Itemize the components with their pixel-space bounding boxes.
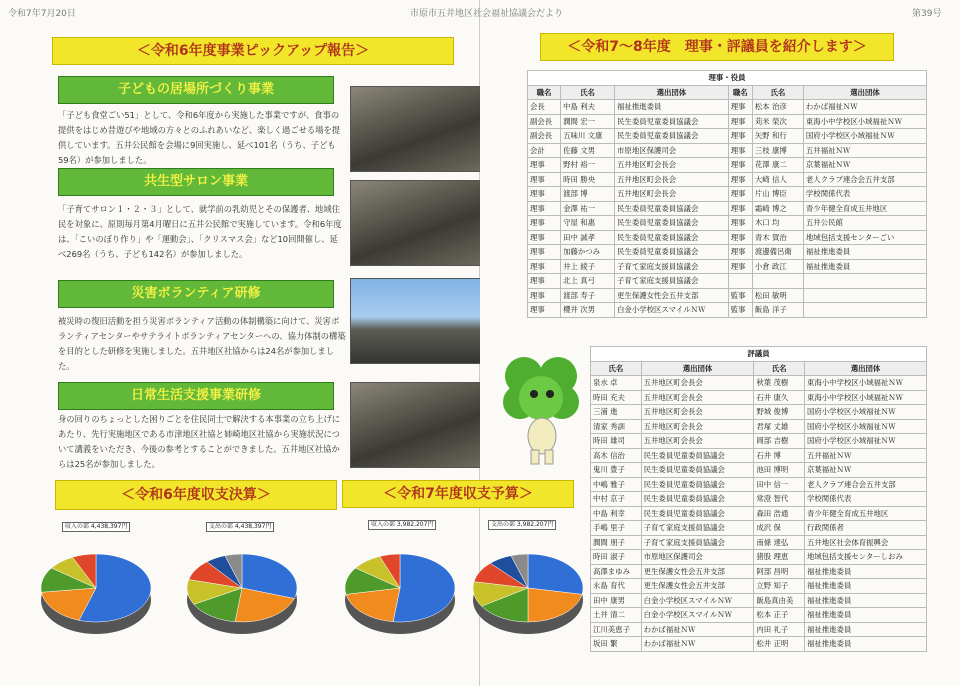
table-row [528, 274, 927, 289]
table-cell: 三浦 進 [591, 405, 642, 420]
section-title: 災害ボランティア研修 [58, 280, 334, 308]
settlement-income-pie [36, 540, 166, 650]
table-cell: 松井 正明 [754, 637, 805, 652]
table-cell: 永島 育代 [591, 579, 642, 594]
table-cell: 東海小中学校区小域福祉ＮＷ [803, 114, 926, 129]
table-cell: 花澤 康二 [752, 158, 803, 173]
table-cell: 理事 [728, 259, 752, 274]
table-cell: 田中 信一 [754, 477, 805, 492]
table-cell: 副会長 [528, 129, 561, 144]
table-row [528, 114, 927, 129]
table-cell: 泉水 卓 [591, 376, 642, 391]
table-cell: 五井地区町会長会 [615, 172, 729, 187]
column-header: 氏名 [561, 85, 615, 100]
column-header: 選出団体 [804, 361, 926, 376]
table-cell: 会計 [528, 143, 561, 158]
table-cell: 松本 正子 [754, 608, 805, 623]
table-cell: 飯島真由美 [754, 593, 805, 608]
budget-banner: ＜令和7年度収支予算＞ [342, 480, 574, 508]
table-cell: 市原地区保護司会 [615, 143, 729, 158]
section-text: 「子育てサロン１・２・３」として、就学前の乳幼児とその保護者、地域住民を対象に、原則毎月第4月曜日に五井公民館で実施しています。令和6年度は、「こいのぼり作り」や「運動会」、「クリスマス会」など10回開催し、延べ269名（うち、子ども142名）が参加しました。 [58, 204, 342, 259]
budget-expense-pie [468, 540, 588, 650]
table-cell [803, 303, 926, 318]
table-cell: 民生委員児童委員協議会 [641, 448, 754, 463]
photo-salon [350, 180, 483, 266]
table-cell: 飯島 洋子 [752, 303, 803, 318]
table-cell: 福祉推進委員 [804, 564, 926, 579]
table-cell: 理事 [728, 158, 752, 173]
expense-label: 支出の部 4,438,397円 [206, 522, 274, 532]
income-label: 収入の部 4,438,397円 [62, 522, 130, 532]
board-table [527, 70, 927, 318]
table-cell: 阿部 昌明 [754, 564, 805, 579]
table-cell: 石井 博 [754, 448, 805, 463]
table-cell: 国府小学校区小域福祉ＮＷ [804, 419, 926, 434]
column-header: 選出団体 [641, 361, 754, 376]
issue-date: 令和7年7月20日 [8, 9, 76, 19]
table-row [591, 535, 927, 550]
right-page [371, 0, 960, 686]
table-cell: 理事 [728, 129, 752, 144]
table-cell: 守屋 和惠 [561, 216, 615, 231]
table-cell: 金澤 祐一 [561, 201, 615, 216]
table-cell: 民生委員児童委員協議会 [615, 216, 729, 231]
column-header: 氏名 [754, 361, 805, 376]
table-cell: 民生委員児童委員協議会 [615, 230, 729, 245]
table-row [591, 477, 927, 492]
clover-mascot-icon [498, 350, 584, 468]
table-cell: 民生委員児童委員協議会 [641, 492, 754, 507]
council-title: 評議員 [591, 347, 927, 362]
table-cell: 老人クラブ連合会五井支部 [803, 172, 926, 187]
table-cell: 池田 博明 [754, 463, 805, 478]
pickup-banner: ＜令和6年度事業ピックアップ報告＞ [52, 37, 454, 65]
table-cell: 学校関係代表 [803, 187, 926, 202]
table-cell: 井上 綾子 [561, 259, 615, 274]
council-table [590, 346, 927, 652]
table-cell: 理事 [528, 216, 561, 231]
table-cell: 時田 勝央 [561, 172, 615, 187]
table-cell: 子育て家庭支援員協議会 [615, 259, 729, 274]
table-cell: 五井福祉ＮＷ [803, 143, 926, 158]
budget-income-pie [340, 540, 460, 650]
budget-income-label: 収入の部 3,982,207円 [368, 520, 436, 530]
table-cell: 五味川 文康 [561, 129, 615, 144]
table-row [591, 564, 927, 579]
table-cell: 手嶋 里子 [591, 521, 642, 536]
table-cell: 霜崎 博之 [752, 201, 803, 216]
table-cell: 中島 利夫 [561, 100, 615, 115]
table-cell [803, 288, 926, 303]
table-cell: 理事 [728, 187, 752, 202]
table-cell: 地域包括支援センターごい [803, 230, 926, 245]
table-cell: 福祉推進委員 [803, 245, 926, 260]
table-row [591, 390, 927, 405]
section-title: 日常生活支援事業研修 [58, 382, 334, 410]
table-cell: 民生委員児童委員協議会 [641, 463, 754, 478]
table-cell: 白金小学校区スマイルＮＷ [641, 608, 754, 623]
table-cell: 岡部 吉樹 [754, 434, 805, 449]
table-cell: 理事 [528, 201, 561, 216]
table-row [528, 172, 927, 187]
table-cell: 理事 [528, 288, 561, 303]
table-cell: 京葉福祉ＮＷ [804, 463, 926, 478]
table-cell: 五井公民館 [803, 216, 926, 231]
column-header: 選出団体 [803, 85, 926, 100]
budget-expense-label: 支出の部 3,982,207円 [488, 520, 556, 530]
table-cell: 五井地区町会長会 [641, 434, 754, 449]
table-cell: 民生委員児童委員協議会 [615, 201, 729, 216]
table-cell: 更生保護女性会五井支部 [641, 564, 754, 579]
table-cell: 理事 [528, 187, 561, 202]
table-cell: 五井地区町会長会 [615, 158, 729, 173]
table-cell: 福祉推進委員 [803, 259, 926, 274]
table-cell: 理事 [728, 216, 752, 231]
table-cell: 渡邊備呂衛 [752, 245, 803, 260]
table-cell: わかば福祉ＮＷ [803, 100, 926, 115]
table-row [591, 521, 927, 536]
table-cell: 五井地区町会長会 [615, 187, 729, 202]
table-row [528, 288, 927, 303]
table-cell: 内田 礼子 [754, 622, 805, 637]
pie-slice [528, 554, 583, 594]
table-cell: 北上 真弓 [561, 274, 615, 289]
table-cell: 福祉推進委員 [804, 637, 926, 652]
table-cell: 常澄 智代 [754, 492, 805, 507]
table-cell: 松田 敏明 [752, 288, 803, 303]
table-cell: 潤間 朋子 [591, 535, 642, 550]
table-cell: 石井 康久 [754, 390, 805, 405]
table-row [591, 637, 927, 652]
table-cell: 更生保護女性会五井支部 [641, 579, 754, 594]
table-cell: 理事 [528, 259, 561, 274]
table-cell: 櫻井 次男 [561, 303, 615, 318]
section-text: 身の回りのちょっとした困りごとを住民同士で解決する本事業の立ち上げにあたり、先行実施地区である市津地区社協と姉崎地区社協から実施状況について講義をいただき、今後の参考とすることができました。五井地区社協からは25名が参加しました。 [58, 414, 341, 469]
table-cell: 時田 雄司 [591, 434, 642, 449]
table-cell: 子育て家庭支援員協議会 [641, 521, 754, 536]
table-cell: 木口 均 [752, 216, 803, 231]
table-row [591, 622, 927, 637]
table-cell: 白金小学校区スマイルＮＷ [641, 593, 754, 608]
column-header: 氏名 [752, 85, 803, 100]
table-cell: 監事 [728, 288, 752, 303]
table-cell: 潤間 宏一 [561, 114, 615, 129]
table-cell [728, 274, 752, 289]
table-cell: 中嶋 雅子 [591, 477, 642, 492]
table-cell: 監事 [728, 303, 752, 318]
table-cell: 青木 賀治 [752, 230, 803, 245]
table-cell: 理事 [528, 172, 561, 187]
table-cell: 中村 京子 [591, 492, 642, 507]
table-cell: 猪股 理恵 [754, 550, 805, 565]
photo-support-training [350, 382, 483, 468]
table-row [528, 230, 927, 245]
table-cell: 民生委員児童委員協議会 [615, 114, 729, 129]
table-row [528, 303, 927, 318]
table-cell: 三枝 康博 [752, 143, 803, 158]
table-cell: 大崎 信人 [752, 172, 803, 187]
table-cell: 白金小学校区スマイルＮＷ [615, 303, 729, 318]
publication-name: 市原市五井地区社会福祉協議会だより [410, 9, 564, 19]
section-text: 被災時の復旧活動を担う災害ボランティア活動の体制構築に向けて、災害ボランティアセンターやサテライトボランティアセンターへの、協力体制の構築を目的とした研修を実施しました。五井地区社協からは24名が参加しました。 [58, 316, 346, 371]
table-cell: 民生委員児童委員協議会 [641, 477, 754, 492]
table-cell: 東海小中学校区小域福祉ＮＷ [804, 390, 926, 405]
table-cell: 国府小学校区小域福祉ＮＷ [803, 129, 926, 144]
table-cell: 野城 俊博 [754, 405, 805, 420]
column-header: 氏名 [591, 361, 642, 376]
table-cell: 副会長 [528, 114, 561, 129]
table-cell: 坂田 繁 [591, 637, 642, 652]
table-cell: 五井地区町会長会 [641, 405, 754, 420]
table-row [591, 434, 927, 449]
table-cell: 田中 誠孝 [561, 230, 615, 245]
section-text: 「子ども食堂ごい51」として、令和6年度から実施した事業ですが、食事の提供をはじめ昔遊びや地域の方々とのふれあいなど、楽しく過ごせる場を提供しています。五井公民館を会場に9回実施し、延べ101名（うち、子ども59名）が参加しました。 [58, 110, 341, 165]
table-cell: 子育て家庭支援員協議会 [615, 274, 729, 289]
table-row [591, 492, 927, 507]
table-cell: 野村 裕一 [561, 158, 615, 173]
table-cell: 江川美恵子 [591, 622, 642, 637]
table-cell: 民生委員児童委員協議会 [615, 245, 729, 260]
photo-kids-cafeteria [350, 86, 483, 172]
table-cell: 清家 秀訓 [591, 419, 642, 434]
table-cell: 会長 [528, 100, 561, 115]
table-cell: 土井 清二 [591, 608, 642, 623]
table-cell: 時田 淑子 [591, 550, 642, 565]
table-cell: 南條 達弘 [754, 535, 805, 550]
table-cell: 君塚 丈雄 [754, 419, 805, 434]
table-cell: 理事 [528, 274, 561, 289]
table-cell: 青少年健全育成五井地区 [804, 506, 926, 521]
table-row [591, 419, 927, 434]
table-cell: 東海小中学校区小域福祉ＮＷ [804, 376, 926, 391]
table-row [528, 158, 927, 173]
table-cell: 福祉推進委員 [804, 593, 926, 608]
table-cell: 学校関係代表 [804, 492, 926, 507]
table-cell: 理事 [528, 158, 561, 173]
table-cell: 民生委員児童委員協議会 [615, 129, 729, 144]
section-title: 共生型サロン事業 [58, 168, 334, 196]
settlement-banner: ＜令和6年度収支決算＞ [55, 480, 337, 510]
table-cell: 中島 利幸 [591, 506, 642, 521]
section-title: 子どもの居場所づくり事業 [58, 76, 334, 104]
table-cell: 五井地区町会長会 [641, 419, 754, 434]
column-header: 職名 [728, 85, 752, 100]
table-cell: 国府小学校区小域福祉ＮＷ [804, 405, 926, 420]
table-cell: 子育て家庭支援員協議会 [641, 535, 754, 550]
table-cell: 京葉福祉ＮＷ [803, 158, 926, 173]
table-cell: 佐藤 文男 [561, 143, 615, 158]
table-cell: 鬼川 豊子 [591, 463, 642, 478]
table-cell: 理事 [528, 303, 561, 318]
table-row [591, 550, 927, 565]
table-cell: 青少年健全育成五井地区 [803, 201, 926, 216]
table-cell: 小倉 政江 [752, 259, 803, 274]
table-cell: 秋葉 茂樹 [754, 376, 805, 391]
table-cell: 更生保護女性会五井支部 [615, 288, 729, 303]
table-cell [752, 274, 803, 289]
table-cell: 五井地区社会体育振興会 [804, 535, 926, 550]
table-row [591, 448, 927, 463]
table-row [528, 216, 927, 231]
table-row [528, 100, 927, 115]
table-row [528, 187, 927, 202]
table-cell: 福祉推進委員 [804, 579, 926, 594]
photo-disaster-training [350, 278, 483, 364]
table-cell: 矢野 和行 [752, 129, 803, 144]
column-header: 選出団体 [615, 85, 729, 100]
table-row [528, 245, 927, 260]
table-cell: 理事 [528, 230, 561, 245]
issue-number: 第39号 [912, 9, 942, 19]
table-row [528, 129, 927, 144]
table-cell: 福祉推進委員 [804, 608, 926, 623]
table-cell: わかば福祉ＮＷ [641, 637, 754, 652]
table-row [528, 201, 927, 216]
table-cell: 市原地区保護司会 [641, 550, 754, 565]
table-cell: わかば福祉ＮＷ [641, 622, 754, 637]
table-row [591, 608, 927, 623]
table-row [528, 143, 927, 158]
table-cell: 森田 浩通 [754, 506, 805, 521]
table-row [591, 463, 927, 478]
table-cell [803, 274, 926, 289]
table-row [591, 405, 927, 420]
table-cell: 理事 [728, 114, 752, 129]
table-cell: 渡部 博 [561, 187, 615, 202]
table-cell: 理事 [728, 100, 752, 115]
table-cell: 理事 [728, 172, 752, 187]
table-cell: 民生委員児童委員協議会 [641, 506, 754, 521]
table-cell: 高澤まゆみ [591, 564, 642, 579]
table-cell: 松本 治彦 [752, 100, 803, 115]
table-cell: 理事 [728, 143, 752, 158]
settlement-expense-pie [182, 540, 312, 650]
table-cell: 福祉推進委員 [615, 100, 729, 115]
table-cell: 五井福祉ＮＷ [804, 448, 926, 463]
table-cell: 地域包括支援センターしおみ [804, 550, 926, 565]
table-cell: 国府小学校区小域福祉ＮＷ [804, 434, 926, 449]
table-cell: 五井地区町会長会 [641, 376, 754, 391]
table-cell: 時田 充夫 [591, 390, 642, 405]
table-cell: 五井地区町会長会 [641, 390, 754, 405]
table-cell: 理事 [728, 245, 752, 260]
table-cell: 老人クラブ連合会五井支部 [804, 477, 926, 492]
table-row [528, 259, 927, 274]
table-cell: 理事 [728, 201, 752, 216]
table-cell: 田中 康男 [591, 593, 642, 608]
table-row [591, 506, 927, 521]
table-cell: 成沢 保 [754, 521, 805, 536]
table-cell: 理事 [528, 245, 561, 260]
table-cell: 立野 知子 [754, 579, 805, 594]
table-row [591, 376, 927, 391]
table-row [591, 579, 927, 594]
table-cell: 福祉推進委員 [804, 622, 926, 637]
table-row [591, 593, 927, 608]
table-cell: 渡部 寿子 [561, 288, 615, 303]
table-cell: 行政関係者 [804, 521, 926, 536]
table-cell: 理事 [728, 230, 752, 245]
column-header: 職名 [528, 85, 561, 100]
directors-banner: ＜令和7～8年度 理事・評議員を紹介します＞ [540, 33, 894, 61]
table-cell: 片山 博臣 [752, 187, 803, 202]
table-cell: 高木 信治 [591, 448, 642, 463]
board-title: 理事・役員 [528, 71, 927, 86]
table-cell: 加藤かつみ [561, 245, 615, 260]
table-cell: 苅米 榮次 [752, 114, 803, 129]
